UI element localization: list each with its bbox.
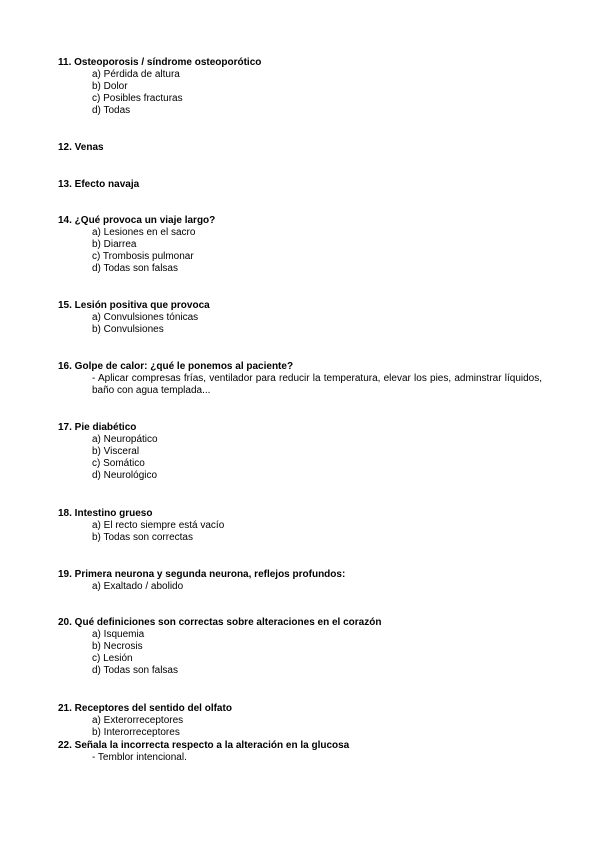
option: a) Isquemia xyxy=(92,629,145,640)
option: b) Convulsiones xyxy=(92,324,164,335)
option: c) Trombosis pulmonar xyxy=(92,251,194,262)
question-13 xyxy=(58,179,542,191)
option: c) Lesión xyxy=(92,653,133,664)
option: b) Dolor xyxy=(92,81,128,92)
option: b) Todas son correctas xyxy=(92,532,193,543)
option: d) Todas xyxy=(92,105,131,116)
question-21 xyxy=(58,703,542,739)
option: - Temblor intencional. xyxy=(92,752,187,763)
question-title: 22. Señala la incorrecta respecto a la alteración en la glucosa xyxy=(58,740,350,751)
option: d) Todas son falsas xyxy=(92,665,178,676)
option: b) Visceral xyxy=(92,446,140,457)
question-title: 13. Efecto navaja xyxy=(58,179,140,190)
question-12 xyxy=(58,142,542,154)
option: a) Exterorreceptores xyxy=(92,715,184,726)
question-title: 15. Lesión positiva que provoca xyxy=(58,300,210,311)
question-title: 19. Primera neurona y segunda neurona, reflejos profundos: xyxy=(58,569,346,580)
option: b) Diarrea xyxy=(92,239,137,250)
option: a) Exaltado / abolido xyxy=(92,581,184,592)
question-title: 16. Golpe de calor: ¿qué le ponemos al paciente? xyxy=(58,361,294,372)
question-16 xyxy=(58,361,542,397)
option: c) Posibles fracturas xyxy=(92,93,183,104)
option: a) Convulsiones tónicas xyxy=(92,312,199,323)
option: a) Lesiones en el sacro xyxy=(92,227,196,238)
question-title: 11. Osteoporosis / síndrome osteoporótico xyxy=(58,57,262,68)
option: a) Pérdida de altura xyxy=(92,69,180,80)
question-20 xyxy=(58,617,542,677)
question-title: 17. Pie diabético xyxy=(58,422,137,433)
option: d) Todas son falsas xyxy=(92,263,178,274)
question-15 xyxy=(58,300,542,336)
question-11 xyxy=(58,57,542,117)
option: a) Neuropático xyxy=(92,434,158,445)
option: b) Interorreceptores xyxy=(92,727,180,738)
option: b) Necrosis xyxy=(92,641,143,652)
question-title: 21. Receptores del sentido del olfato xyxy=(58,703,232,714)
option: a) El recto siempre está vacío xyxy=(92,520,225,531)
question-22 xyxy=(58,740,542,764)
question-17 xyxy=(58,422,542,482)
question-title: 20. Qué definiciones son correctas sobre alteraciones en el corazón xyxy=(58,617,382,628)
question-title: 18. Intestino grueso xyxy=(58,508,153,519)
question-title: 14. ¿Qué provoca un viaje largo? xyxy=(58,215,216,226)
question-title: 12. Venas xyxy=(58,142,104,153)
option: d) Neurológico xyxy=(92,470,158,481)
question-18 xyxy=(58,508,542,544)
answer-text: - Aplicar compresas frías, ventilador para reducir la temperatura, elevar los pies, adminstrar líquidos, baño con agua templada... xyxy=(92,373,542,396)
option: c) Somático xyxy=(92,458,145,469)
question-19 xyxy=(58,569,542,593)
question-14 xyxy=(58,215,542,275)
